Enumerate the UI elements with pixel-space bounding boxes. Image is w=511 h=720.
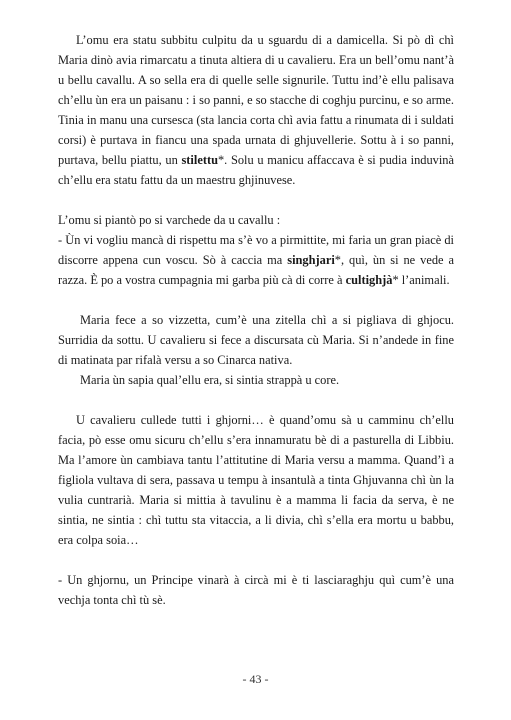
paragraph-5 [58,370,454,390]
paragraph-4-text: Maria fece a so vizzetta, cum’è una zitella chì a si pigliava di ghjocu. Surridia da sottu. U cavalieru si fece a discursata cù Maria. Si n’andede in fine di matinata par rifalà versu a so Cinarca nativa. [58,313,454,367]
paragraph-6 [58,410,454,550]
paragraph-3-mid: *, quì, ùn si ne vede a razza. È po a vostra cumpagnia mi garba più cà di corre à [58,253,454,287]
paragraph-3-start: - Ùn vi vogliu mancà di rispettu ma s’è vo a pirmittite, mi faria un gran piacè di discorre appena cun voscu. Sò à caccia ma [58,233,454,267]
paragraph-3 [58,230,454,290]
page-number: - 43 - [242,672,269,686]
paragraph-3-end: * l’animali. [392,273,450,287]
bold-term-stilettu: stilettu [181,153,218,167]
paragraph-7-text: - Un ghjornu, un Principe vinarà à circà mi è ti lasciaraghju quì cum’è una vechja tonta chì tù sè. [58,573,454,607]
paragraph-2 [58,210,454,230]
bold-term-singhjari: singhjari [287,253,335,267]
paragraph-7 [58,570,454,610]
body-text [58,30,454,610]
paragraph-2-text: L’omu si piantò po si varchede da u cavallu : [58,213,281,227]
paragraph-1-text: L’omu era statu subbitu culpitu da u sguardu di a damicella. Si pò dì chì Maria dinò avia rimarcatu a tinuta altiera di u cavalieru. Era un bell’omu nant’à u bellu cavallu. A so sella era di quelle selle signurile. Tuttu ind’è ellu palisava ch’ellu ùn era un paisanu : i so panni, e so stacche di coghju purcinu, e so arme. Tinia in manu una cursesca (sta lancia corta chì avia fattu a rinumata di i suldati corsi) è purtava in fiancu una spada urnata di ghjuvellerie. Sottu à i so panni, purtava, bellu piattu, un [58,33,454,167]
paragraph-6-text: U cavalieru cullede tutti i ghjorni… è quand’omu sà u camminu ch’ellu facia, pò esse omu sicuru ch’ellu s’era innamuratu bè di a pasturella di Libbiu. Ma l’amore ùn cambiava tantu l’attitutine di Maria versu a mamma. Quand’ì a figliola vultava di sera, passava u tempu à insantulà a tinta Ghjuvanna chì ùn la vulia cuntrarià. Maria si mittia à tavulinu è a mamma li facia da serva, è ne sintia, ne sintia : chì tuttu sta vitaccia, a li divia, chì s’ella era mortu u babbu, era colpa soia… [58,413,454,547]
bold-term-cultighja: cultighjà [345,273,393,287]
paragraph-1-end: *. Solu u manicu affaccava è si pudia induvinà ch’ellu era statu fattu da un maestru ghjinuvese. [58,153,454,187]
paragraph-5-text: Maria ùn sapia qual’ellu era, si sintia strappà u core. [80,373,340,387]
paragraph-1 [58,30,454,190]
paragraph-4 [58,310,454,370]
